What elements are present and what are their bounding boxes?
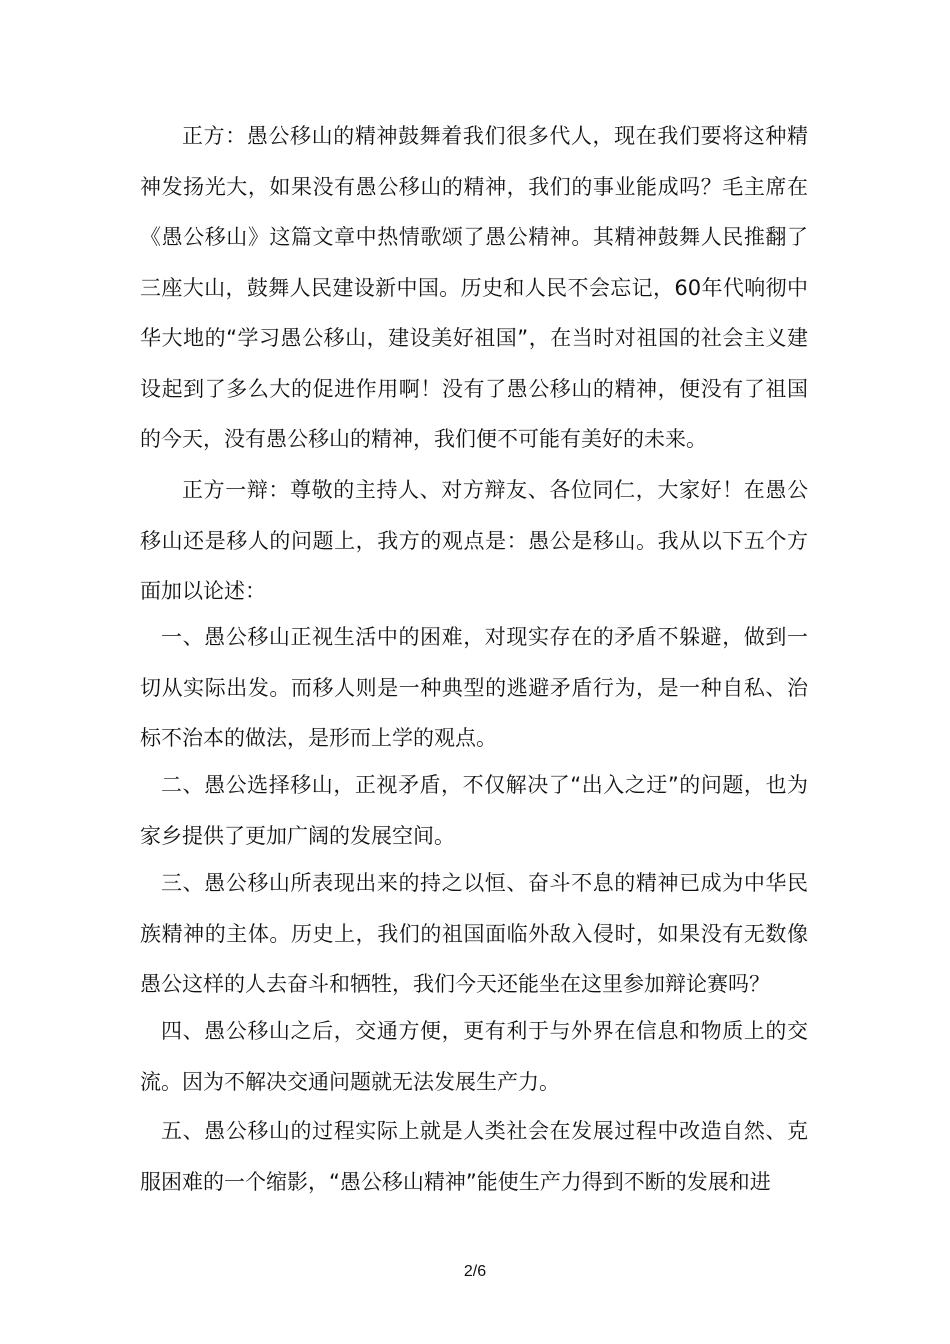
paragraph-point-four: 四、愚公移山之后，交通方便，更有利于与外界在信息和物质上的交流。因为不解决交通问题就无法发展生产力。 — [140, 1019, 808, 1094]
paragraph-point-two: 二、愚公选择移山，正视矛盾，不仅解决了“出入之迂”的问题，也为家乡提供了更加广阔的发展空间。 — [140, 773, 808, 848]
paragraph-point-three: 三、愚公移山所表现出来的持之以恒、奋斗不息的精神已成为中华民族精神的主体。历史上，我们的祖国面临外敌入侵时，如果没有无数像愚公这样的人去奋斗和牺牲，我们今天还能坐在这里参加辩论赛吗？ — [140, 871, 808, 996]
page-number: 2/6 — [463, 1263, 487, 1280]
paragraph-first-debater-opening: 正方一辩：尊敬的主持人、对方辩友、各位同仁，大家好！在愚公移山还是移人的问题上，我方的观点是：愚公是移山。我从以下五个方面加以论述： — [140, 478, 808, 603]
paragraph-point-one: 一、愚公移山正视生活中的困难，对现实存在的矛盾不躲避，做到一切从实际出发。而移人则是一种典型的逃避矛盾行为，是一种自私、治标不治本的做法，是形而上学的观点。 — [140, 625, 808, 750]
paragraph-affirmative-statement: 正方：愚公移山的精神鼓舞着我们很多代人，现在我们要将这种精神发扬光大，如果没有愚公移山的精神，我们的事业能成吗？毛主席在《愚公移山》这篇文章中热情歌颂了愚公精神。其精神鼓舞人民推翻了三座大山，鼓舞人民建设新中国。历史和人民不会忘记，60年代响彻中华大地的“学习愚公移山，建设美好祖国”，在当时对祖国的社会主义建设起到了多么大的促进作用啊！没有了愚公移山的精神，便没有了祖国的今天，没有愚公移山的精神，我们便不可能有美好的未来。 — [140, 124, 808, 451]
paragraph-point-five: 五、愚公移山的过程实际上就是人类社会在发展过程中改造自然、克服困难的一个缩影，“愚公移山精神”能使生产力得到不断的发展和进 — [140, 1119, 808, 1194]
